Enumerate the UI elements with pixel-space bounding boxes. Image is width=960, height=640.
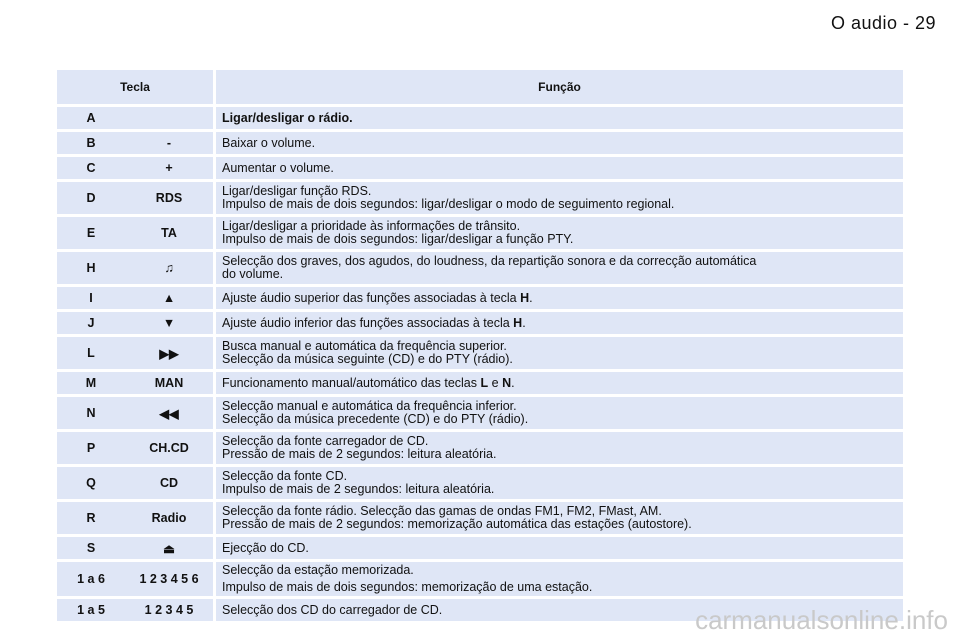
table-row [57, 372, 903, 394]
function-cell [216, 107, 903, 129]
table-row [57, 107, 903, 129]
button-symbol-cell [125, 107, 213, 129]
button-symbol-cell: ⏏ [125, 537, 213, 559]
table-row [57, 537, 903, 559]
column-header-function: Função [216, 70, 903, 104]
function-line-1: Funcionamento manual/automático das teclas L e N. [222, 375, 515, 390]
table-row [57, 287, 903, 309]
function-line-2: Impulso de mais de dois segundos: ligar/desligar a função PTY. [222, 232, 574, 246]
table-row [57, 337, 903, 369]
key-cell: R [57, 502, 125, 534]
function-line-1: Ajuste áudio inferior das funções associadas à tecla H. [222, 315, 526, 330]
function-cell [216, 287, 903, 309]
table-row [57, 397, 903, 429]
table-row [57, 312, 903, 334]
key-cell: H [57, 252, 125, 284]
button-symbol-cell: ◀◀ [125, 397, 213, 429]
function-cell [216, 312, 903, 334]
function-line-1: Baixar o volume. [222, 135, 316, 150]
function-cell [216, 397, 903, 429]
page-header: O audio - 29 [830, 13, 936, 33]
function-cell [216, 432, 903, 464]
button-symbol-cell: 1 2 3 4 5 6 [125, 562, 213, 596]
function-line-2: Impulso de mais de 2 segundos: leitura aleatória. [222, 482, 495, 496]
key-cell: B [57, 132, 125, 154]
button-symbol-cell: MAN [125, 372, 213, 394]
function-cell [216, 217, 903, 249]
button-symbol-cell: Radio [125, 502, 213, 534]
table-row [57, 157, 903, 179]
key-cell: D [57, 182, 125, 214]
key-cell: Q [57, 467, 125, 499]
function-line-1: Selecção manual e automática da frequência inferior. [222, 399, 517, 413]
button-symbol-cell: + [125, 157, 213, 179]
table-row [57, 132, 903, 154]
key-cell: N [57, 397, 125, 429]
function-line-1: Ajuste áudio superior das funções associadas à tecla H. [222, 290, 533, 305]
function-line-1: Ligar/desligar o rádio. [222, 110, 353, 125]
button-symbol-cell: RDS [125, 182, 213, 214]
key-cell: M [57, 372, 125, 394]
key-cell: L [57, 337, 125, 369]
key-cell: S [57, 537, 125, 559]
function-line-2: Pressão de mais de 2 segundos: memorização automática das estações (autostore). [222, 517, 692, 531]
table-row [57, 502, 903, 534]
function-line-1: Selecção da fonte rádio. Selecção das gamas de ondas FM1, FM2, FMast, AM. [222, 504, 662, 518]
function-cell [216, 182, 903, 214]
table-row [57, 217, 903, 249]
key-cell: 1 a 5 [57, 599, 125, 621]
function-line-1: Selecção dos graves, dos agudos, do loudness, da repartição sonora e da correcção automática [222, 254, 757, 268]
key-cell: C [57, 157, 125, 179]
function-line-1: Selecção da fonte CD. [222, 469, 348, 483]
button-symbol-cell: ▶▶ [125, 337, 213, 369]
button-symbol-cell: - [125, 132, 213, 154]
function-cell [216, 337, 903, 369]
table-row [57, 182, 903, 214]
function-line-2: Selecção da música seguinte (CD) e do PTY (rádio). [222, 352, 513, 366]
button-symbol-cell: ▼ [125, 312, 213, 334]
table-header [57, 70, 903, 104]
key-cell: A [57, 107, 125, 129]
function-line-2: Impulso de mais de dois segundos: memorização de uma estação. [222, 580, 593, 594]
button-symbol-cell: ♫ [125, 252, 213, 284]
button-symbol-cell: CH.CD [125, 432, 213, 464]
table-row [57, 252, 903, 284]
function-cell [216, 132, 903, 154]
column-header-key: Tecla [57, 70, 213, 104]
table-row [57, 467, 903, 499]
function-cell [216, 502, 903, 534]
function-line-2: do volume. [222, 267, 284, 281]
function-line-1: Ligar/desligar a prioridade às informações de trânsito. [222, 219, 521, 233]
table-row [57, 562, 903, 596]
key-cell: P [57, 432, 125, 464]
key-cell: 1 a 6 [57, 562, 125, 596]
function-line-1: Selecção da estação memorizada. [222, 563, 414, 577]
function-cell [216, 372, 903, 394]
key-cell: I [57, 287, 125, 309]
function-line-2: Selecção da música precedente (CD) e do PTY (rádio). [222, 412, 529, 426]
button-symbol-cell: TA [125, 217, 213, 249]
function-line-1: Ejecção do CD. [222, 540, 309, 555]
function-table [57, 67, 903, 624]
function-cell [216, 157, 903, 179]
function-cell [216, 467, 903, 499]
key-cell: J [57, 312, 125, 334]
function-line-1: Selecção dos CD do carregador de CD. [222, 602, 443, 617]
function-cell [216, 252, 903, 284]
function-line-1: Ligar/desligar função RDS. [222, 184, 372, 198]
button-symbol-cell: ▲ [125, 287, 213, 309]
function-cell [216, 537, 903, 559]
watermark: carmanualsonline.info [695, 605, 948, 635]
button-symbol-cell: 1 2 3 4 5 [125, 599, 213, 621]
key-cell: E [57, 217, 125, 249]
function-line-2: Pressão de mais de 2 segundos: leitura aleatória. [222, 447, 497, 461]
function-cell [216, 562, 903, 596]
function-line-1: Selecção da fonte carregador de CD. [222, 434, 429, 448]
function-line-1: Aumentar o volume. [222, 160, 334, 175]
function-line-1: Busca manual e automática da frequência superior. [222, 339, 507, 353]
button-symbol-cell: CD [125, 467, 213, 499]
table-row [57, 432, 903, 464]
function-line-2: Impulso de mais de dois segundos: ligar/desligar o modo de seguimento regional. [222, 197, 675, 211]
